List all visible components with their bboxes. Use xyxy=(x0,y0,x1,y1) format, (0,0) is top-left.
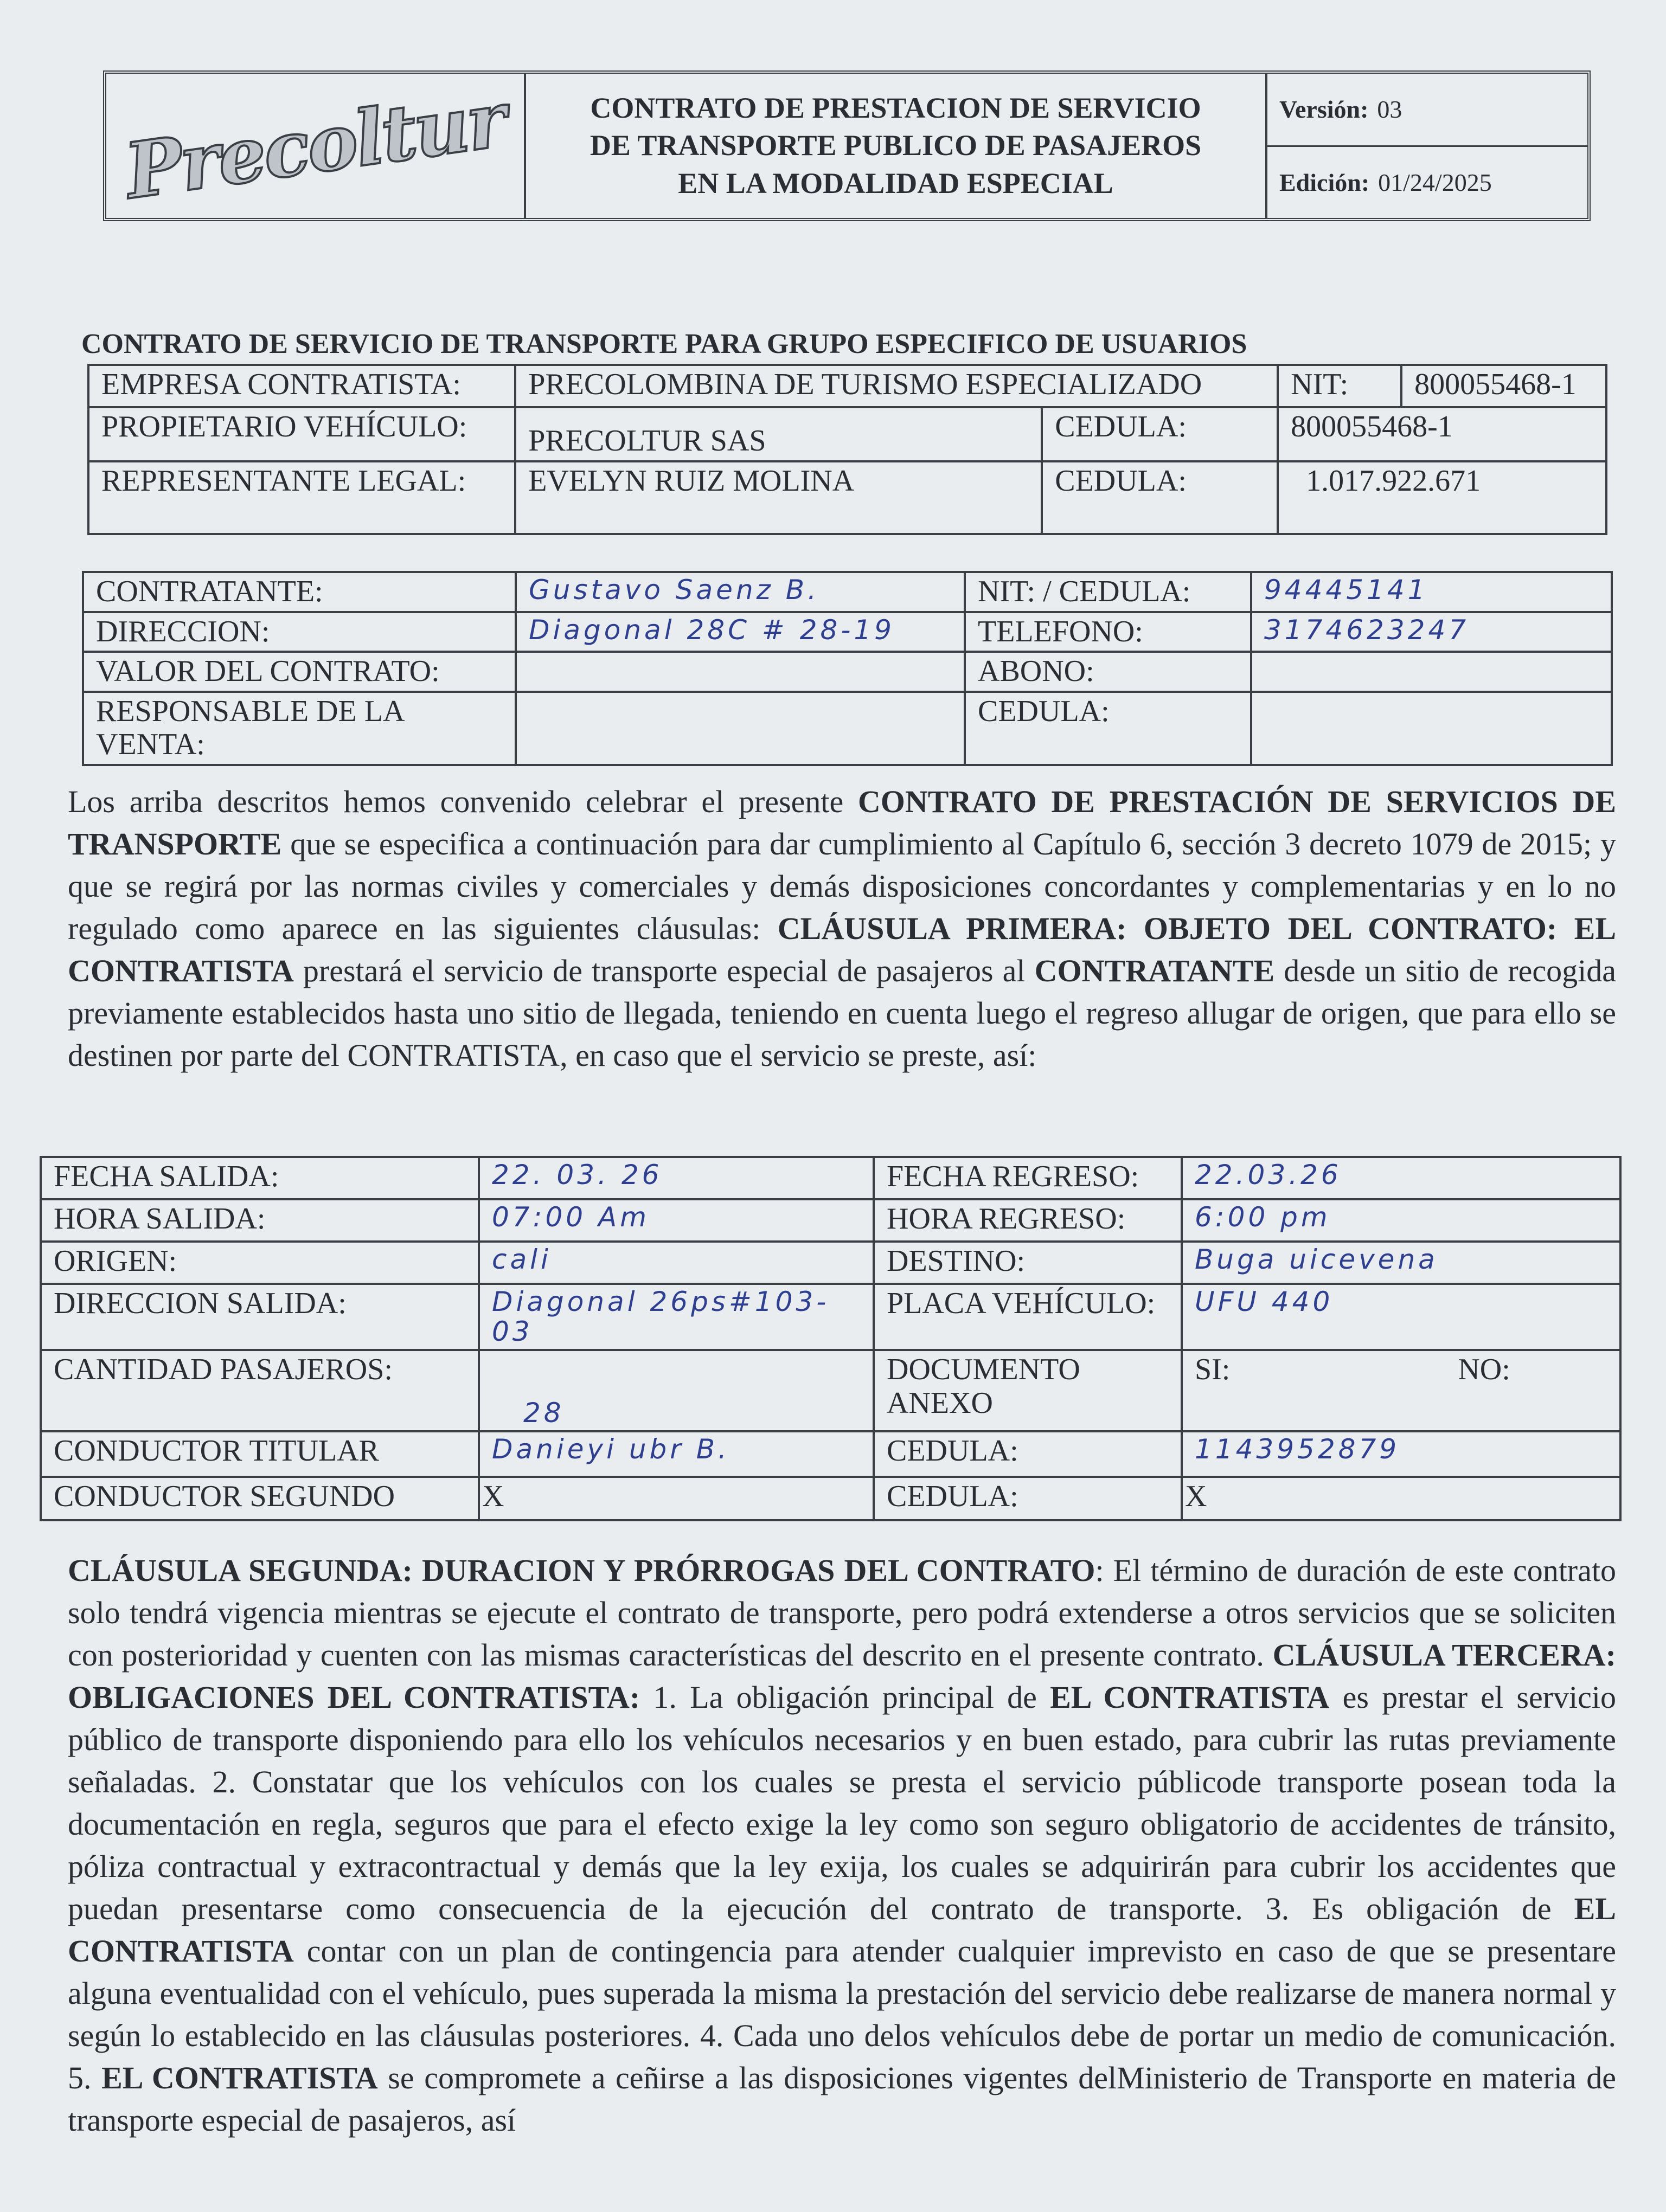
intro-paragraph xyxy=(68,781,1616,1077)
document-title: CONTRATO DE PRESTACION DE SERVICIO DE TRANSPORTE PUBLICO DE PASAJEROS EN LA MODALIDAD ESPECIAL xyxy=(526,74,1267,218)
section-subtitle: CONTRATO DE SERVICIO DE TRANSPORTE PARA GRUPO ESPECIFICO DE USUARIOS xyxy=(81,329,1247,359)
bold-text-segment: CLÁUSULA SEGUNDA: DURACION Y PRÓRROGAS DEL CONTRATO xyxy=(68,1553,1095,1588)
destino-field[interactable]: Buga uicevena xyxy=(1182,1242,1620,1284)
valor-field[interactable] xyxy=(516,652,965,692)
conductor-titular-field[interactable]: Danieyi ubr B. xyxy=(479,1431,874,1477)
pasajeros-field[interactable]: 28 xyxy=(479,1350,874,1431)
trip-table: FECHA SALIDA: 22. 03. 26 FECHA REGRESO: 22.03.26 HORA SALIDA: 07:00 Am HORA REGRESO: 6:00 pm ORIGEN: cali DESTINO: Buga uicevena DIRECCION SALIDA: Diagonal 26ps#103-03 PLACA VEHÍCULO: UFU 440 CANTIDAD PASAJEROS: 28 DOCUMENTO ANEXO SI: NO: CONDUCTOR TITULAR Danieyi ubr B. CEDULA: 1143952879 CONDUCTOR SEGUNDO X CEDULA: X xyxy=(40,1156,1622,1521)
nit-field[interactable]: 94445141 xyxy=(1251,572,1612,612)
text-segment: desde un sitio de recogida previamente establecidos hasta uno sitio de llegada, teniendo en cuenta luego el regreso allugar de origen, que para ello se destinen por parte del CONTRATISTA, en caso que el servicio se preste, así: xyxy=(68,953,1616,1073)
text-segment: que se especifica a continuación para dar cumplimiento al Capítulo 6, sección 3 decreto 1079 de 2015; y que se regirá por las normas civiles y comerciales y demás disposiciones concordantes y complementarias y en lo no regulado como aparece en las siguientes cláusulas: xyxy=(68,826,1616,946)
fecha-regreso-field[interactable]: 22.03.26 xyxy=(1182,1157,1620,1199)
bold-text-segment: CLÁUSULA PRIMERA: OBJETO DEL CONTRATO: EL CONTRATISTA xyxy=(68,911,1616,988)
abono-field[interactable] xyxy=(1251,652,1612,692)
bold-text-segment: EL CONTRATISTA xyxy=(101,2060,378,2095)
conductor-segundo-field[interactable]: X xyxy=(479,1477,874,1520)
bold-text-segment: CONTRATANTE xyxy=(1034,953,1275,988)
text-segment: contar con un plan de contingencia para atender cualquier imprevisto en caso de que se presentare alguna eventualidad con el vehículo, pues superada la misma la prestación del servicio debe realizarse de manera normal y según lo establecido en las cláusulas posteriores. 4. Cada uno delos vehículos debe de portar un medio de comunicación. 5. xyxy=(68,1933,1616,2095)
version: Versión: 03 xyxy=(1267,74,1587,147)
hora-salida-field[interactable]: 07:00 Am xyxy=(479,1199,874,1242)
cedula-segundo-field[interactable]: X xyxy=(1182,1477,1620,1520)
responsable-field[interactable] xyxy=(516,692,965,765)
contratante-field[interactable]: Gustavo Saenz B. xyxy=(516,572,965,612)
bold-text-segment: EL CONTRATISTA xyxy=(1050,1680,1330,1715)
bold-text-segment: EL CONTRATISTA xyxy=(68,1891,1616,1969)
telefono-field[interactable]: 3174623247 xyxy=(1251,612,1612,652)
bold-text-segment: CLÁUSULA TERCERA: OBLIGACIONES DEL CONTRATISTA: xyxy=(68,1637,1617,1715)
text-segment: es prestar el servicio público de transporte disponiendo para ello los vehículos necesarios y en buen estado, para cubrir las rutas previamente señaladas. 2. Constatar que los vehículos con los cuales se presta el servicio públicode transporte posean toda la documentación en regla, seguros que para el efecto exige la ley como son seguro obligatorio de accidentes de tránsito, póliza contractual y extracontractual y demás que la ley exija, los cuales se adquirirán para cubrir los accidentes que puedan presentarse como consecuencia de la ejecución del contrato de transporte. 3. Es obligación de xyxy=(68,1680,1616,1926)
placa-field[interactable]: UFU 440 xyxy=(1182,1284,1620,1350)
edition: Edición: 01/24/2025 xyxy=(1279,168,1492,196)
company-logo: Precoltur xyxy=(106,74,526,218)
bold-text-segment: CONTRATO DE PRESTACIÓN DE SERVICIOS DE TRANSPORTE xyxy=(68,784,1617,861)
document-header xyxy=(103,70,1591,221)
client-table: CONTRATANTE: Gustavo Saenz B. NIT: / CEDULA: 94445141 DIRECCION: Diagonal 28C # 28-19 TELEFONO: 3174623247 VALOR DEL CONTRATO: ABONO: RESPONSABLE DE LA VENTA: CEDULA: xyxy=(82,571,1613,766)
direccion-salida-field[interactable]: Diagonal 26ps#103-03 xyxy=(479,1284,874,1350)
origen-field[interactable]: cali xyxy=(479,1242,874,1284)
cedula-titular-field[interactable]: 1143952879 xyxy=(1182,1431,1620,1477)
text-segment: Los arriba descritos hemos convenido celebrar el presente xyxy=(68,784,858,819)
responsable-cedula-field[interactable] xyxy=(1251,692,1612,765)
document-meta xyxy=(1267,74,1587,218)
text-segment: 1. La obligación principal de xyxy=(640,1680,1050,1715)
text-segment: : El término de duración de este contrato solo tendrá vigencia mientras se ejecute el contrato de transporte, pero podrá extenderse a otros servicios que se soliciten con posterioridad y cuenten con las mismas características del descrito en el presente contrato. xyxy=(68,1553,1616,1673)
clauses-paragraph xyxy=(68,1549,1616,2142)
hora-regreso-field[interactable]: 6:00 pm xyxy=(1182,1199,1620,1242)
documento-anexo-choice[interactable]: SI: NO: xyxy=(1182,1350,1620,1431)
direccion-field[interactable]: Diagonal 28C # 28-19 xyxy=(516,612,965,652)
company-table: EMPRESA CONTRATISTA: PRECOLOMBINA DE TURISMO ESPECIALIZADO NIT: 800055468-1 PROPIETARIO VEHÍCULO: PRECOLTUR SAS CEDULA: 800055468-1 REPRESENTANTE LEGAL: EVELYN RUIZ MOLINA CEDULA: 1.017.922.671 xyxy=(87,364,1607,535)
fecha-salida-field[interactable]: 22. 03. 26 xyxy=(479,1157,874,1199)
text-segment: prestará el servicio de transporte especial de pasajeros al xyxy=(293,953,1035,988)
text-segment: se compromete a ceñirse a las disposiciones vigentes delMinisterio de Transporte en materia de transporte especial de pasajeros, así xyxy=(68,2060,1617,2138)
